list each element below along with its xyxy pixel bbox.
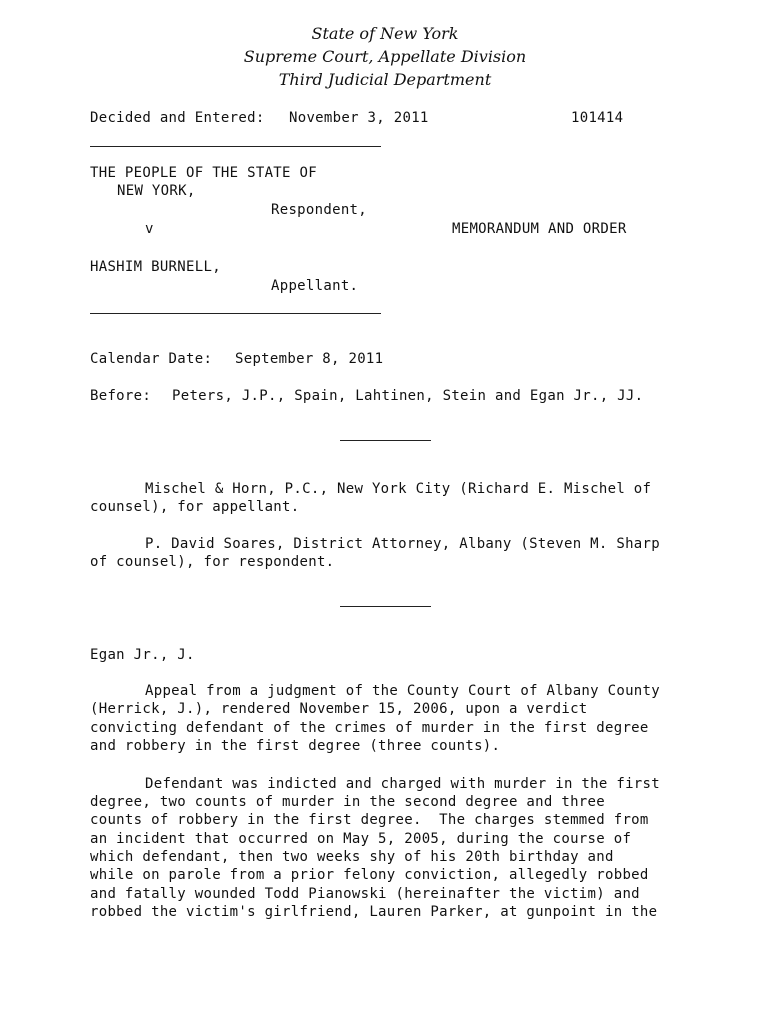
paragraph-line: robbed the victim's girlfriend, Lauren Parker, at gunpoint in the bbox=[90, 904, 658, 920]
paragraph-line: while on parole from a prior felony conviction, allegedly robbed bbox=[90, 867, 649, 883]
paragraph-line: an incident that occurred on May 5, 2005, during the course of bbox=[90, 831, 632, 847]
paragraph-line: counts of robbery in the first degree. The charges stemmed from bbox=[90, 812, 649, 828]
decided-date: November 3, 2011 bbox=[289, 110, 429, 126]
party2-name: HASHIM BURNELL, bbox=[90, 259, 221, 275]
court-department: Third Judicial Department bbox=[278, 70, 492, 89]
caption-bottom-rule bbox=[90, 313, 381, 314]
party1-line2: NEW YORK, bbox=[117, 183, 196, 199]
paragraph-line: Defendant was indicted and charged with murder in the first bbox=[145, 776, 660, 792]
paragraph-line: and robbery in the first degree (three counts). bbox=[90, 738, 501, 754]
section-divider bbox=[340, 440, 431, 441]
party1-line1: THE PEOPLE OF THE STATE OF bbox=[90, 165, 317, 181]
court-division: Supreme Court, Appellate Division bbox=[243, 47, 527, 66]
respondent-counsel-line2: of counsel), for respondent. bbox=[90, 554, 335, 570]
before-judges: Peters, J.P., Spain, Lahtinen, Stein and Egan Jr., JJ. bbox=[172, 388, 644, 404]
docket-number: 101414 bbox=[571, 110, 624, 126]
document-type: MEMORANDUM AND ORDER bbox=[452, 221, 627, 237]
paragraph-line: convicting defendant of the crimes of murder in the first degree bbox=[90, 720, 649, 736]
calendar-label: Calendar Date: bbox=[90, 351, 213, 367]
appellant-counsel-line1: Mischel & Horn, P.C., New York City (Richard E. Mischel of bbox=[145, 481, 652, 497]
calendar-date: September 8, 2011 bbox=[235, 351, 384, 367]
opinion-author: Egan Jr., J. bbox=[90, 647, 195, 663]
appellant-counsel-line2: counsel), for appellant. bbox=[90, 499, 300, 515]
section-divider bbox=[340, 606, 431, 607]
versus: v bbox=[145, 221, 154, 237]
paragraph-line: degree, two counts of murder in the second degree and three bbox=[90, 794, 605, 810]
paragraph-line: which defendant, then two weeks shy of his 20th birthday and bbox=[90, 849, 614, 865]
respondent-counsel-line1: P. David Soares, District Attorney, Albany (Steven M. Sharp bbox=[145, 536, 660, 552]
paragraph-line: Appeal from a judgment of the County Court of Albany County bbox=[145, 683, 660, 699]
decided-label: Decided and Entered: bbox=[90, 110, 265, 126]
paragraph-line: and fatally wounded Todd Pianowski (hereinafter the victim) and bbox=[90, 886, 640, 902]
party2-role: Appellant. bbox=[271, 278, 359, 294]
court-name: State of New York bbox=[311, 24, 459, 43]
before-label: Before: bbox=[90, 388, 152, 404]
paragraph-line: (Herrick, J.), rendered November 15, 2006, upon a verdict bbox=[90, 701, 588, 717]
caption-top-rule bbox=[90, 146, 381, 147]
party1-role: Respondent, bbox=[271, 202, 368, 218]
